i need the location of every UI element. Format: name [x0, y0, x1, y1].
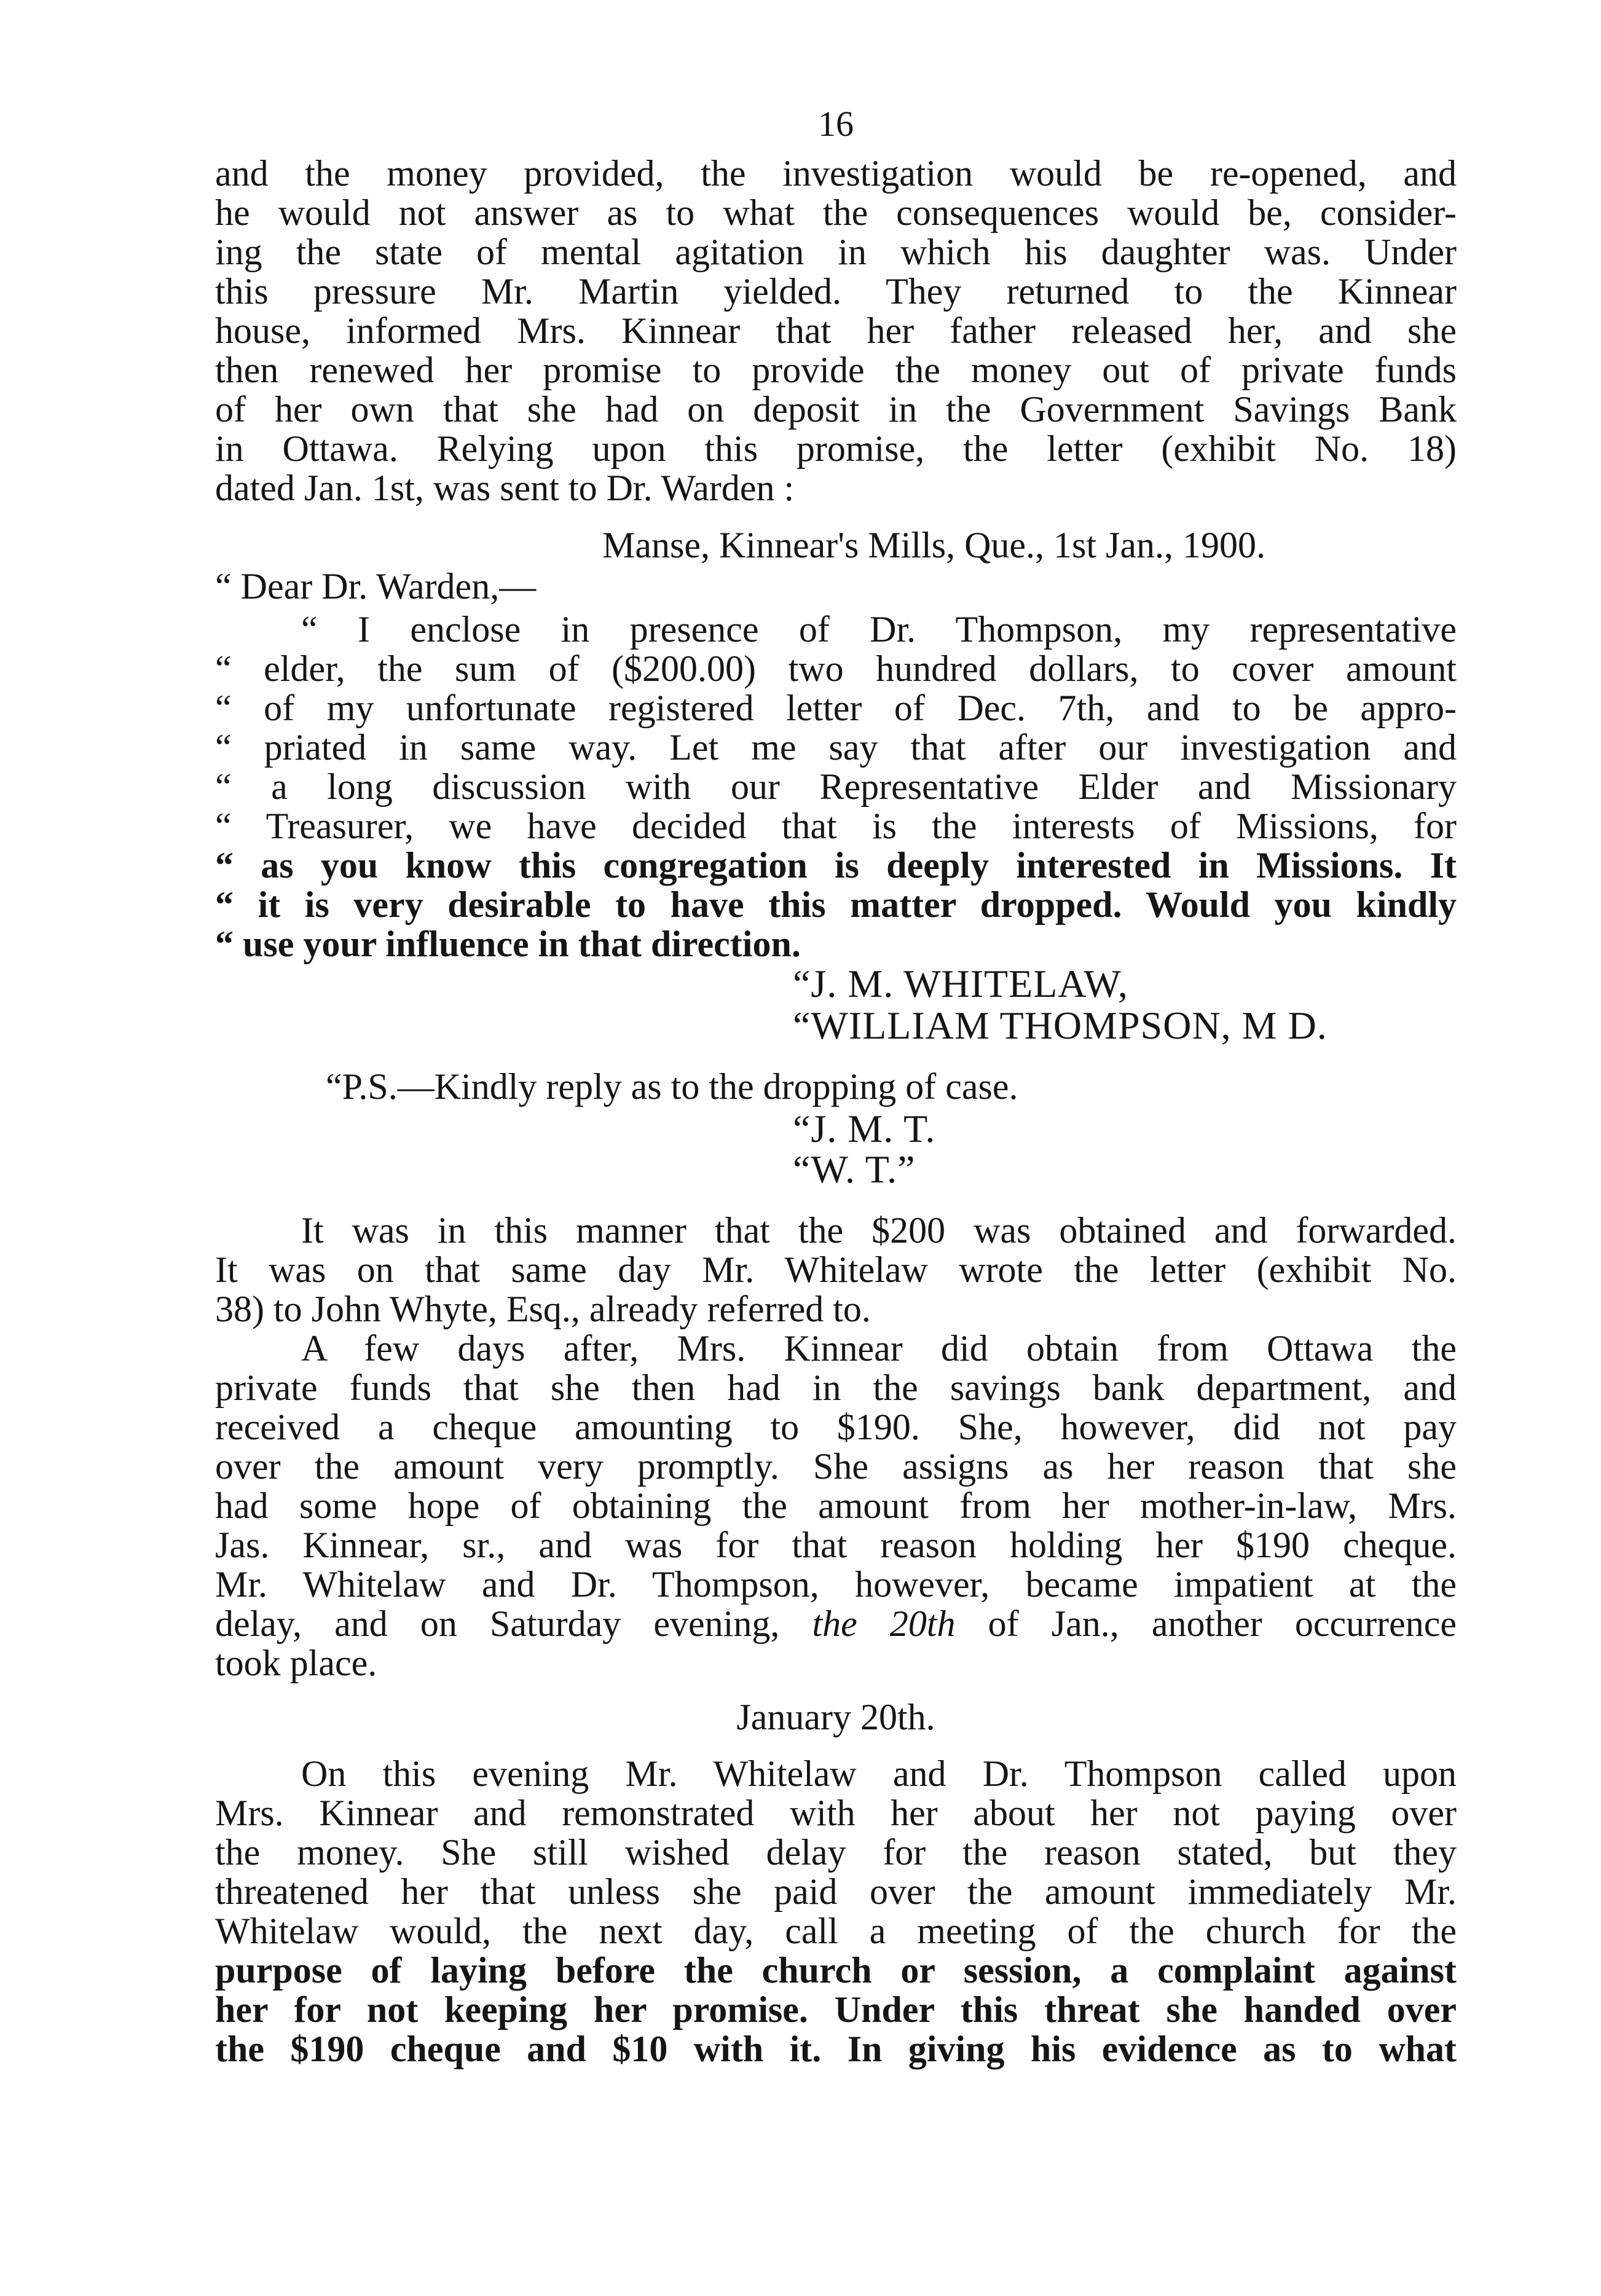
- letter-line: “ use your influence in that direction.: [215, 924, 801, 964]
- text-line: the money. She still wished delay for the reason stated, but they: [215, 1832, 1457, 1873]
- text-line: It was in this manner that the $200 was obtained and forwarded.: [301, 1210, 1457, 1251]
- text-line: [215, 1604, 1457, 1643]
- text-line: purpose of laying before the church or session, a complaint against: [215, 1950, 1457, 1991]
- initials-wt: “W. T.”: [793, 1147, 916, 1191]
- section-heading: January 20th.: [736, 1697, 935, 1737]
- text-line: Mrs. Kinnear and remonstrated with her about her not paying over: [215, 1793, 1457, 1833]
- text-line: house, informed Mrs. Kinnear that her father released her, and she: [215, 310, 1457, 351]
- text-line: threatened her that unless she paid over the amount immediately Mr.: [215, 1871, 1457, 1912]
- text-line: this pressure Mr. Martin yielded. They returned to the Kinnear: [215, 271, 1457, 312]
- text-line: Whitelaw would, the next day, call a meeting of the church for the: [215, 1911, 1457, 1951]
- letter-line: “ I enclose in presence of Dr. Thompson, my representative: [301, 609, 1457, 650]
- text-run: of Jan., another occurrence: [955, 1603, 1457, 1644]
- text-run: delay, and on Saturday evening,: [215, 1603, 812, 1644]
- text-line: Mr. Whitelaw and Dr. Thompson, however, became impatient at the: [215, 1564, 1457, 1605]
- text-line: he would not answer as to what the consequences would be, consider-: [215, 192, 1457, 233]
- text-line: On this evening Mr. Whitelaw and Dr. Thompson called upon: [301, 1753, 1457, 1794]
- text-line: 38) to John Whyte, Esq., already referred to.: [215, 1289, 871, 1329]
- text-line: over the amount very promptly. She assigns as her reason that she: [215, 1446, 1457, 1487]
- text-line: and the money provided, the investigation would be re-opened, and: [215, 153, 1457, 194]
- letter-line: “ elder, the sum of ($200.00) two hundred dollars, to cover amount: [215, 648, 1457, 689]
- letter-line: “ it is very desirable to have this matter dropped. Would you kindly: [215, 884, 1457, 925]
- letter-postscript: “P.S.—Kindly reply as to the dropping of case.: [326, 1066, 1018, 1107]
- letter-line: “ a long discussion with our Representative Elder and Missionary: [215, 766, 1457, 807]
- text-line: Jas. Kinnear, sr., and was for that reason holding her $190 cheque.: [215, 1525, 1457, 1565]
- signature-thompson: “WILLIAM THOMPSON, M D.: [793, 1004, 1328, 1047]
- letter-line: “ as you know this congregation is deeply interested in Missions. It: [215, 845, 1457, 886]
- letter-line: “ priated in same way. Let me say that after our investigation and: [215, 727, 1457, 768]
- text-line: private funds that she then had in the savings bank department, and: [215, 1367, 1457, 1408]
- letter-line: “ of my unfortunate registered letter of Dec. 7th, and to be appro-: [215, 688, 1457, 728]
- text-line: her for not keeping her promise. Under this threat she handed over: [215, 1989, 1457, 2030]
- initials-jmt: “J. M. T.: [793, 1107, 936, 1150]
- text-line: had some hope of obtaining the amount from her mother-in-law, Mrs.: [215, 1485, 1457, 1526]
- text-line: of her own that she had on deposit in the Government Savings Bank: [215, 389, 1457, 430]
- letter-line: “ Treasurer, we have decided that is the interests of Missions, for: [215, 806, 1457, 846]
- text-line: ing the state of mental agitation in which his daughter was. Under: [215, 232, 1457, 272]
- text-line: dated Jan. 1st, was sent to Dr. Warden :: [215, 468, 795, 508]
- text-line: then renewed her promise to provide the money out of private funds: [215, 350, 1457, 390]
- letter-dateline: Manse, Kinnear's Mills, Que., 1st Jan., 1900.: [602, 525, 1266, 565]
- text-line: It was on that same day Mr. Whitelaw wrote the letter (exhibit No.: [215, 1249, 1457, 1290]
- text-line: in Ottawa. Relying upon this promise, the letter (exhibit No. 18): [215, 428, 1457, 469]
- italic-date: the 20th: [812, 1603, 956, 1644]
- text-line: received a cheque amounting to $190. She, however, did not pay: [215, 1407, 1457, 1447]
- signature-whitelaw: “J. M. WHITELAW,: [793, 962, 1128, 1005]
- page-number: 16: [818, 104, 854, 144]
- letter-salutation: “ Dear Dr. Warden,—: [215, 566, 537, 607]
- text-line: took place.: [215, 1643, 377, 1683]
- text-line: the $190 cheque and $10 with it. In giving his evidence as to what: [215, 2029, 1457, 2069]
- text-line: A few days after, Mrs. Kinnear did obtain from Ottawa the: [301, 1328, 1457, 1369]
